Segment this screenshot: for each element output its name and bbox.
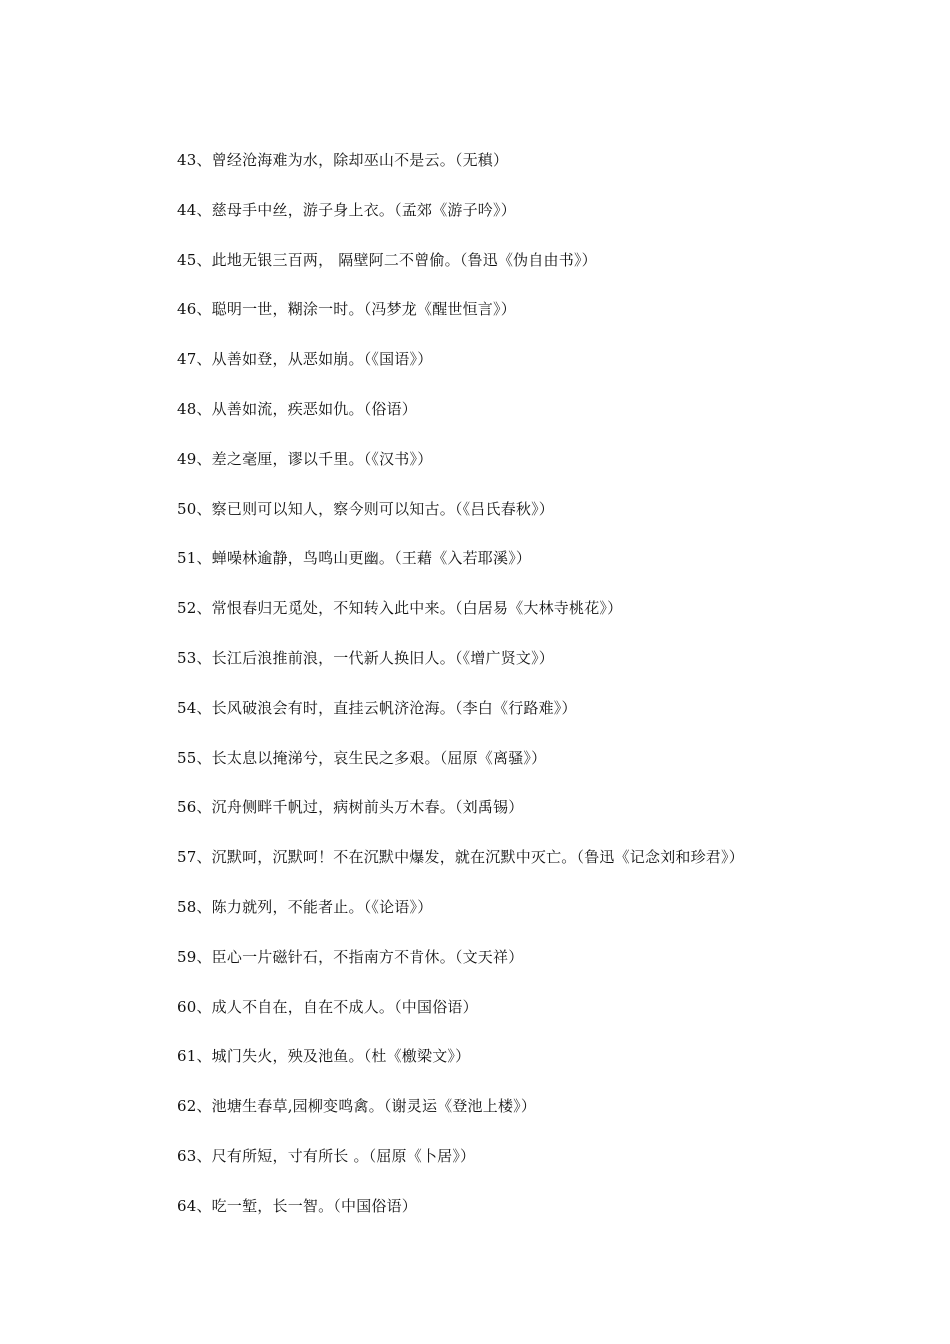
quote-line-45: 45、此地无银三百两， 隔壁阿二不曾偷。（鲁迅《伪自由书》） [177,250,597,269]
quote-line-50: 50、察已则可以知人，察今则可以知古。（《吕氏春秋》） [177,499,554,518]
quote-line-49: 49、差之毫厘，谬以千里。（《汉书》） [177,449,433,468]
quote-line-51: 51、蝉噪林逾静，鸟鸣山更幽。（王藉《入若耶溪》） [177,549,532,568]
quote-line-53: 53、长江后浪推前浪，一代新人换旧人。（《增广贤文》） [177,648,554,667]
quote-line-48: 48、从善如流，疾恶如仇。（俗语） [177,399,417,418]
quote-line-47: 47、从善如登，从恶如崩。（《国语》） [177,350,433,369]
quote-line-56: 56、沉舟侧畔千帆过，病树前头万木春。（刘禹锡） [177,798,524,817]
quote-line-43: 43、曾经沧海难为水，除却巫山不是云。（无稹） [177,151,509,169]
quote-line-46: 46、聪明一世，糊涂一时。（冯梦龙《醒世恒言》） [177,300,516,319]
quote-line-59: 59、臣心一片磁针石，不指南方不肯休。（文天祥） [177,947,524,966]
quote-line-52: 52、常恨春归无觅处，不知转入此中来。（白居易《大林寺桃花》） [177,599,623,618]
quote-line-62: 62、池塘生春草,园柳变鸣禽。（谢灵运《登池上楼》） [177,1097,537,1116]
quote-list [177,148,937,1244]
quote-line-58: 58、陈力就列，不能者止。（《论语》） [177,897,433,916]
quote-line-63: 63、尺有所短，寸有所长 。（屈原《卜居》） [177,1146,476,1165]
quote-line-57: 57、沉默呵，沉默呵！不在沉默中爆发，就在沉默中灭亡。（鲁迅《记念刘和珍君》） [177,848,744,867]
quote-line-44: 44、慈母手中丝，游子身上衣。（孟郊《游子吟》） [177,200,516,219]
quote-line-54: 54、长风破浪会有时，直挂云帆济沧海。（李白《行路难》） [177,698,577,717]
quote-line-55: 55、长太息以掩涕兮，哀生民之多艰。（屈原《离骚》） [177,748,547,767]
quote-line-64: 64、吃一堑，长一智。（中国俗语） [177,1196,417,1215]
quote-line-61: 61、城门失火，殃及池鱼。（杜《檄梁文》） [177,1047,471,1066]
quote-line-60: 60、成人不自在，自在不成人。（中国俗语） [177,997,478,1016]
